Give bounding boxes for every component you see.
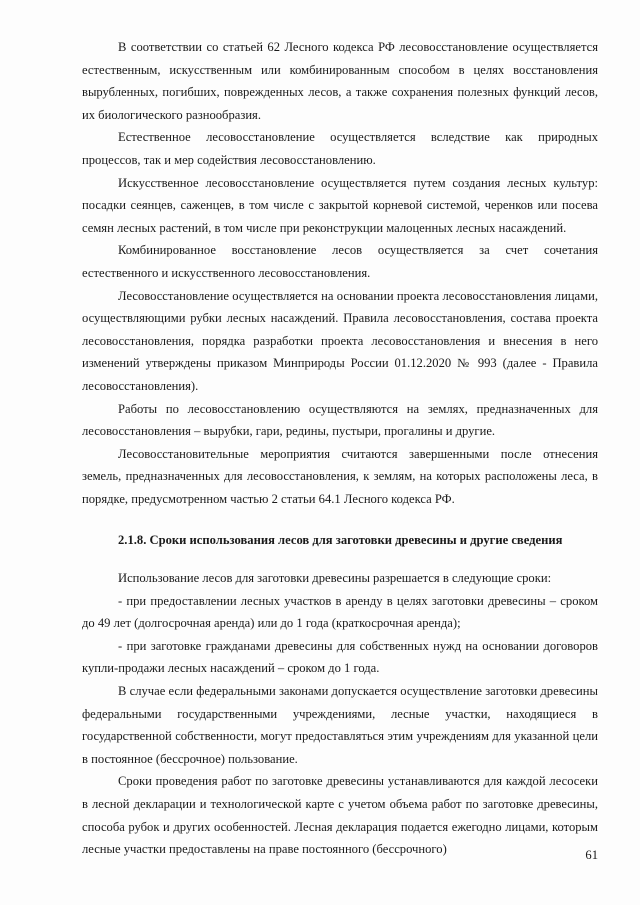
document-body	[82, 36, 598, 861]
paragraph: Искусственное лесовосстановление осуществляется путем создания лесных культур: посадки сеянцев, саженцев, в том числе с закрытой корневой системой, черенков или посева семян лесных растений, в том числе при реконструкции малоценных лесных насаждений.	[82, 175, 598, 235]
paragraph: Сроки проведения работ по заготовке древесины устанавливаются для каждой лесосеки в лесной декларации и технологической карте с учетом объема работ по заготовке древесины, способа рубок и других особенностей. Лесная декларация подается ежегодно лицами, которым лесные участки предоставлены на праве постоянного (бессрочного)	[82, 774, 598, 857]
list-item: - при заготовке гражданами древесины для собственных нужд на основании договоров купли-продажи лесных насаждений – сроком до 1 года.	[82, 638, 598, 676]
paragraph: Комбинированное восстановление лесов осуществляется за счет сочетания естественного и искусственного лесовосстановления.	[82, 243, 598, 280]
paragraph: В случае если федеральными законами допускается осуществление заготовки древесины федеральными государственными учреждениями, лесные участки, находящиеся в государственной собственности, могут предоставляться этим учреждениям для указанной цели в постоянное (бессрочное) пользование.	[82, 684, 598, 766]
paragraph: Работы по лесовосстановлению осуществляются на землях, предназначенных для лесовосстановления – вырубки, гари, редины, пустыри, прогалины и другие.	[82, 401, 598, 439]
page-number: 61	[585, 848, 598, 862]
section-heading: 2.1.8. Сроки использования лесов для заготовки древесины и другие сведения	[118, 533, 563, 548]
paragraph: В соответствии со статьей 62 Лесного кодекса РФ лесовосстановление осуществляется естественным, искусственным или комбинированным способом в целях восстановления вырубленных, погибших, поврежденных лесов, а также сохранения полезных функций лесов, их биологического разнообразия.	[82, 40, 598, 122]
paragraph: Использование лесов для заготовки древесины разрешается в следующие сроки:	[118, 571, 552, 586]
list-item: - при предоставлении лесных участков в аренду в целях заготовки древесины – сроком до 49 лет (долгосрочная аренда) или до 1 года (краткосрочная аренда);	[82, 593, 598, 631]
paragraph: Лесовосстановительные мероприятия считаются завершенными после отнесения земель, предназначенных для лесовосстановления, к землям, на которых расположены леса, в порядке, предусмотренном частью 2 статьи 64.1 Лесного кодекса РФ.	[82, 446, 598, 506]
paragraph: Лесовосстановление осуществляется на основании проекта лесовосстановления лицами, осуществляющими рубки лесных насаждений. Правила лесовосстановления, состава проекта лесовосстановления, порядка разработки проекта лесовосстановления и внесения в него изменений утверждены приказом Минприроды России 01.12.2020 № 993 (далее - Правила лесовосстановления).	[82, 288, 598, 393]
paragraph: Естественное лесовосстановление осуществляется вследствие как природных процессов, так и мер содействия лесовосстановлению.	[82, 130, 598, 167]
